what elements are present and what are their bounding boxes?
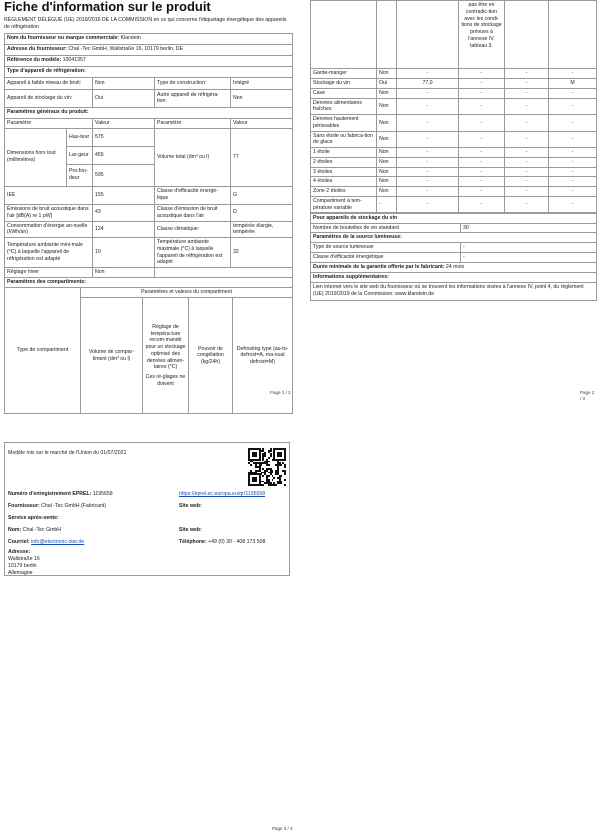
comp-name: Sans étoile ou fabrica-tion de glace: [311, 131, 377, 148]
supplier-row: [5, 33, 293, 44]
light-class-value: -: [461, 252, 597, 262]
model-label: Référence du modèle:: [7, 57, 62, 64]
light-type-label: Type de source lumineuse: [311, 243, 461, 253]
after-sales-label: Service après-vente:: [8, 515, 59, 521]
wine-section-header: Pour appareils de stockage du vin: [311, 213, 597, 223]
comp-setting: -: [459, 167, 505, 177]
compartments-header: Paramètres des compartiments:: [5, 277, 293, 287]
comp-freezing: -: [505, 98, 549, 115]
comp-freezing: -: [505, 187, 549, 197]
address-label-3: Adresse:: [8, 549, 31, 555]
comp-params-header: Paramètres et valeurs du compartiment: [81, 288, 293, 298]
table-row: [311, 98, 597, 115]
table-row: [311, 167, 597, 177]
comp-defrost: -: [549, 148, 597, 158]
volume-value: 77: [231, 128, 293, 186]
dimensions-label: Dimensions hors tout (millimètres): [5, 128, 67, 186]
wine-appliance-value: Oui: [93, 89, 155, 107]
comp-present: Non: [377, 88, 397, 98]
comp-setting-header: [143, 298, 189, 414]
winter-value: Non: [93, 268, 155, 278]
name-value: Chal -Tec GmbH: [22, 527, 62, 533]
comp-defrost: -: [549, 69, 597, 79]
table-row: [311, 157, 597, 167]
comp-present: Non: [377, 148, 397, 158]
col-param-header-2: Paramètre: [155, 118, 231, 128]
col-param-header: Paramètre: [5, 118, 93, 128]
product-info-table: [4, 33, 293, 288]
comp-present: Oui: [377, 79, 397, 89]
table-row: [311, 115, 597, 132]
comp-name: Compartiment à tem-pérature variable: [311, 196, 377, 213]
table-row: [311, 148, 597, 158]
page-number: Page 1 / 3: [270, 390, 291, 395]
min-temp-value: 10: [93, 238, 155, 268]
name-row: [8, 527, 61, 534]
table-row: [311, 79, 597, 89]
comp-freezing: -: [505, 115, 549, 132]
volume-label: Volume total (dm³ ou l): [155, 128, 231, 186]
qr-code-icon: [248, 448, 286, 486]
comp-name: Denrées alimentaires fraîches: [311, 98, 377, 115]
climate-label: Classe climatique:: [155, 221, 231, 238]
comp-defrost-header: Defrosting type (au-to-defrost=A, ma-nual defrost=M): [233, 298, 293, 414]
comp-present: Non: [377, 98, 397, 115]
comp-setting: -: [459, 157, 505, 167]
col-value-header-2: Valeur: [231, 118, 293, 128]
winter-label: Réglage hiver: [5, 268, 93, 278]
page-1: [4, 0, 292, 414]
table-row: [311, 131, 597, 148]
max-temp-label: Température ambiante maximale (°C) à laquelle l'appareil de réfrigération est adapté: [155, 238, 231, 268]
wine-table: [310, 213, 597, 301]
comp-setting: -: [459, 148, 505, 158]
comp-setting: -: [459, 69, 505, 79]
extra-text: Lien internet vers le site web du fournisseur où se trouvent les informations visées à l'annexe IV, point 4, du règlement (UE) 2019/2019 de la Commission: www.klarstein.de: [311, 282, 597, 300]
table-row: [311, 196, 597, 213]
general-params-header: Paramètres généraux du produit:: [5, 107, 293, 118]
light-type-value: -: [461, 243, 597, 253]
low-noise-value: Non: [93, 77, 155, 89]
comp-defrost: -: [549, 196, 597, 213]
consumption-label: Consommation d'énergie an-nuelle (kWh/an): [5, 221, 93, 238]
comp-volume: 77,0: [397, 79, 459, 89]
depth-label: Pro-fon-deur: [67, 164, 93, 186]
comp-freezing: -: [505, 177, 549, 187]
light-class-label: Classe d'efficacité énergétique: [311, 252, 461, 262]
comp-present: Non: [377, 131, 397, 148]
eprel-label: Numéro d'enregistrement EPREL:: [8, 491, 92, 497]
comp-name: 2 étoiles: [311, 157, 377, 167]
comp-setting-text: Réglage de tempéra-ture recom-mandé pour un stockage optimisé des denrées alimen-taires (°C): [145, 323, 186, 371]
comp-setting: -: [459, 88, 505, 98]
noise-value: 43: [93, 204, 155, 221]
compartment-table: [310, 0, 597, 69]
comp-freezing: -: [505, 196, 549, 213]
comp-defrost: -: [549, 167, 597, 177]
efficiency-class-label: Classe d'efficacité énergé-tique: [155, 186, 231, 204]
comp-name: Garde-manger: [311, 69, 377, 79]
comp-setting: -: [459, 79, 505, 89]
comp-present: Non: [377, 167, 397, 177]
page-3-box: [4, 442, 290, 576]
width-label: Lar-geur: [67, 146, 93, 164]
comp-setting-note: Ces ré-glages ne doivent: [145, 374, 186, 387]
address-row: [5, 44, 293, 55]
depth-value: 595: [93, 164, 155, 186]
comp-present: Non: [377, 69, 397, 79]
comp-present: Non: [377, 157, 397, 167]
comp-freezing: -: [505, 69, 549, 79]
comp-volume: -: [397, 187, 459, 197]
comp-present: Non: [377, 115, 397, 132]
page-number-3: Page 3 / 3: [272, 826, 293, 831]
height-label: Hau-teur: [67, 128, 93, 146]
col-value-header: Valeur: [93, 118, 155, 128]
comp-volume: -: [397, 115, 459, 132]
warranty-label: Durée minimale de la garantie offerte par le fabricant:: [313, 263, 445, 270]
comp-name: 4 étoiles: [311, 177, 377, 187]
extra-header: Informations supplémentaires:: [311, 272, 597, 282]
comp-freezing: -: [505, 79, 549, 89]
comp-setting: -: [459, 115, 505, 132]
website-label: Site web:: [179, 503, 202, 509]
comp-type-header: Type de compartiment: [5, 288, 81, 414]
page-2: [310, 0, 596, 401]
construction-label: Type de construction:: [155, 77, 231, 89]
comp-name: 1 étoile: [311, 148, 377, 158]
eprel-row: [8, 491, 168, 498]
comp-setting: -: [459, 131, 505, 148]
comp-present: -: [377, 196, 397, 213]
comp-freezing: -: [505, 131, 549, 148]
comp-volume-header: Volume de compar-timent (dm³ ou l): [81, 298, 143, 414]
name-label: Nom:: [8, 527, 22, 533]
light-header: Paramètres de la source lumineuse:: [311, 233, 597, 243]
page-number-2: Page 2 / 3: [580, 390, 595, 401]
address-line-3: Allemagne: [8, 570, 33, 576]
table-row: [311, 187, 597, 197]
comp-volume: -: [397, 98, 459, 115]
construction-value: Intégré: [231, 77, 293, 89]
comp-defrost: -: [549, 88, 597, 98]
other-appliance-label: Autre appareil de réfrigéra-tion:: [155, 89, 231, 107]
noise-class-value: D: [231, 204, 293, 221]
iee-value: 155: [93, 186, 155, 204]
compartment-rows-table: [310, 68, 597, 213]
eprel-value: 1195658: [92, 491, 113, 497]
noise-label: Émissions de bruit acoustique dans l'air [dB(A) re 1 pW]: [5, 204, 93, 221]
comp-setting: -: [459, 196, 505, 213]
supplier-label-3: Fournisseur:: [8, 503, 40, 509]
climate-value: tempérée élargie, tempérée: [231, 221, 293, 238]
bottles-label: Nombre de bouteilles de vin standard: [311, 223, 461, 233]
comp-name: Denrées hautement périssables: [311, 115, 377, 132]
comp-setting: -: [459, 187, 505, 197]
comp-volume: -: [397, 157, 459, 167]
email-row: [8, 539, 84, 546]
comp-volume: -: [397, 131, 459, 148]
comp-freezing: -: [505, 167, 549, 177]
comp-present: Non: [377, 177, 397, 187]
warranty-value: 24 mois: [445, 263, 465, 270]
supplier-value-3: Chal -Tec GmbH (Fabricant): [41, 503, 107, 509]
continuation-text: pas être en contradic-tion avec les condi-tions de stockage prévues à l'annexe IV, tableau 3.: [459, 1, 505, 69]
market-text: Modèle mis sur le marché de l'Union du 01/07/2021: [8, 450, 127, 456]
consumption-value: 124: [93, 221, 155, 238]
email-link[interactable]: info@electronic-star.de: [31, 539, 85, 545]
comp-setting: -: [459, 177, 505, 187]
comp-volume: -: [397, 167, 459, 177]
model-value: 10041357: [62, 57, 86, 64]
comp-volume: -: [397, 196, 459, 213]
supplier-row-3: [8, 503, 106, 510]
comp-volume: -: [397, 148, 459, 158]
type-header: Type d'appareil de réfrigération:: [5, 66, 293, 77]
email-label: Courriel:: [8, 539, 30, 545]
warranty-row: [311, 262, 597, 272]
website2-label: Site web:: [179, 527, 202, 533]
comp-defrost: -: [549, 187, 597, 197]
comp-freezing: -: [505, 157, 549, 167]
model-row: [5, 55, 293, 66]
comp-defrost: -: [549, 177, 597, 187]
address-value: Chal -Tec GmbH, Wallstraße 16, 10179 berlin, DE: [68, 46, 183, 53]
efficiency-class-value: G: [231, 186, 293, 204]
height-value: 575: [93, 128, 155, 146]
supplier-label: Nom du fournisseur ou marque commerciale:: [7, 35, 120, 42]
comp-freezing: -: [505, 148, 549, 158]
comp-name: Stockage du vin: [311, 79, 377, 89]
eprel-link[interactable]: https://eprel.ec.europa.eu/qr/1195658: [179, 491, 266, 497]
compartment-rows: [311, 69, 597, 213]
address-line-2: 10179 berlin: [8, 563, 37, 569]
comp-defrost: -: [549, 157, 597, 167]
comp-defrost: -: [549, 115, 597, 132]
phone-value: +49 (0) 30 - 408 173 508: [208, 539, 266, 545]
phone-row: [179, 539, 265, 546]
address-line-1: Wallstraße 16: [8, 556, 40, 562]
min-temp-label: Température ambiante mini-male (°C) à laquelle l'appareil de réfrigération est adapté: [5, 238, 93, 268]
comp-freezing-header: Pouvoir de congélation (kg/24h): [189, 298, 233, 414]
table-row: [311, 177, 597, 187]
comp-volume: -: [397, 69, 459, 79]
comp-name: Zone 2 étoiles: [311, 187, 377, 197]
comp-name: Cave: [311, 88, 377, 98]
comp-volume: -: [397, 88, 459, 98]
comp-defrost: -: [549, 98, 597, 115]
iee-label: IEE: [5, 186, 93, 204]
phone-label: Téléphone:: [179, 539, 207, 545]
width-value: 455: [93, 146, 155, 164]
max-temp-value: 32: [231, 238, 293, 268]
compartment-header-table: [4, 287, 293, 414]
comp-defrost: M: [549, 79, 597, 89]
low-noise-label: Appareil à faible niveau de bruit:: [5, 77, 93, 89]
intro-text: RÈGLEMENT DÉLÉGUÉ (UE) 2019/2016 DE LA COMMISSION en ce qui concerne l'étiquetage énergétique des appareils de réfrigération: [4, 17, 287, 31]
comp-present: Non: [377, 187, 397, 197]
supplier-value: Klarstein: [120, 35, 141, 42]
wine-appliance-label: Appareil de stockage du vin:: [5, 89, 93, 107]
comp-freezing: -: [505, 88, 549, 98]
table-row: [311, 69, 597, 79]
bottles-value: 30: [461, 223, 597, 233]
comp-defrost: -: [549, 131, 597, 148]
comp-volume: -: [397, 177, 459, 187]
comp-name: 3 étoiles: [311, 167, 377, 177]
address-label: Adresse du fournisseur:: [7, 46, 67, 53]
table-row: [311, 88, 597, 98]
comp-setting: -: [459, 98, 505, 115]
other-appliance-value: Non: [231, 89, 293, 107]
page-title: Fiche d'information sur le produit: [4, 0, 211, 14]
noise-class-label: Classe d'émission de bruit acoustique dans l'air: [155, 204, 231, 221]
